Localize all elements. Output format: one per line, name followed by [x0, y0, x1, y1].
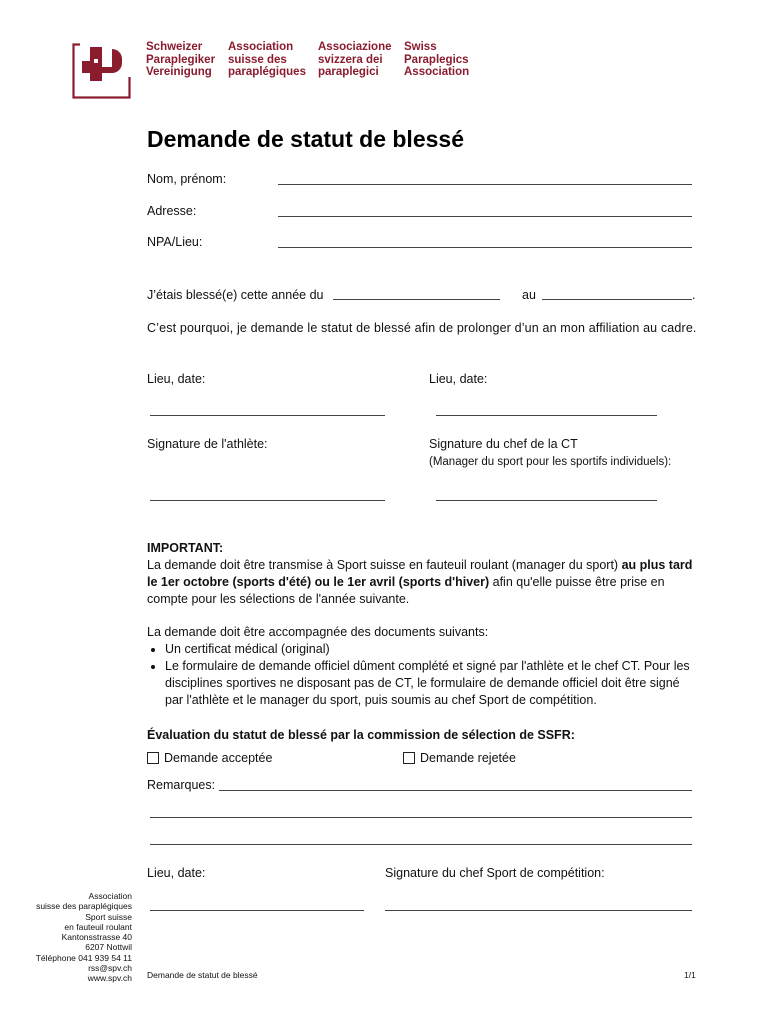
footer-page-number: 1/1 [684, 970, 696, 980]
list-item: • Un certificat médical (original) [165, 641, 700, 658]
npa-field[interactable] [278, 247, 692, 248]
name-label: Nom, prénom: [147, 172, 227, 186]
org-name-it: Associazione svizzera dei paraplegici [318, 41, 392, 78]
chef-ct-signature-field[interactable] [436, 500, 657, 501]
chef-ct-note: (Manager du sport pour les sportifs individuels): [429, 456, 672, 468]
injury-to-field[interactable] [542, 299, 692, 300]
important-text: La demande doit être transmise à Sport suisse en fauteuil roulant (manager du sport) au plus tard le 1er octobre (sports d'été) ou le 1er avril (sports d'hiver) afin qu'elle puisse être prise en compte pour les sélections de l'année suivante. [147, 558, 693, 606]
evaluation-heading: Évaluation du statut de blessé par la commission de sélection de SSFR: [147, 728, 575, 742]
footer-address: Association suisse des paraplégiques Sport suisse en fauteuil roulant Kantonsstrasse 40 6207 Nottwil Téléphone 041 939 54 11 rss@spv.ch www.spv.ch [35, 891, 132, 984]
lieu-date-left-field[interactable] [150, 415, 385, 416]
athlete-signature-field[interactable] [150, 500, 385, 501]
injury-from-field[interactable] [333, 299, 500, 300]
org-name-fr: Association suisse des paraplégiques [228, 41, 306, 78]
lieu-date-right-label: Lieu, date: [429, 372, 488, 386]
documents-section [147, 624, 700, 709]
remarks-field-line-3[interactable] [150, 844, 692, 845]
name-field[interactable] [278, 184, 692, 185]
important-section [147, 540, 700, 608]
address-field[interactable] [278, 216, 692, 217]
org-name-de: Schweizer Paraplegiker Vereinigung [146, 41, 216, 78]
org-name-en: Swiss Paraplegics Association [404, 41, 470, 78]
injury-sentence: J’étais blessé(e) cette année du [147, 288, 324, 302]
address-label: Adresse: [147, 204, 197, 218]
remarks-label: Remarques: [147, 778, 216, 792]
rejected-option[interactable] [403, 751, 516, 765]
accepted-option[interactable] [147, 751, 272, 765]
important-heading: IMPORTANT: [147, 541, 224, 555]
accepted-checkbox[interactable] [147, 752, 159, 764]
npa-label: NPA/Lieu: [147, 235, 203, 249]
rejected-label: Demande rejetée [420, 751, 516, 765]
lieu-date-right-field[interactable] [436, 415, 657, 416]
chef-ct-signature-label: Signature du chef de la CT [429, 437, 578, 451]
footer-doc-name: Demande de statut de blessé [147, 970, 258, 980]
injury-au-label: au [522, 288, 536, 302]
lieu-date-left-label: Lieu, date: [147, 372, 206, 386]
chef-sport-signature-label: Signature du chef Sport de compétition: [385, 866, 605, 880]
documents-intro: La demande doit être accompagnée des documents suivants: [147, 625, 489, 639]
spv-logo-icon [72, 43, 134, 99]
accepted-label: Demande acceptée [164, 751, 273, 765]
request-text: C’est pourquoi, je demande le statut de blessé afin de prolonger d’un an mon affiliation au cadre. [147, 321, 697, 335]
remarks-field-line-2[interactable] [150, 817, 692, 818]
remarks-field-line-1[interactable] [219, 790, 692, 791]
injury-period: . [692, 288, 696, 302]
chef-sport-signature-field[interactable] [385, 910, 692, 911]
eval-lieu-date-field[interactable] [150, 910, 364, 911]
documents-list [147, 641, 700, 709]
rejected-checkbox[interactable] [403, 752, 415, 764]
list-item: • Le formulaire de demande officiel dûment complété et signé par l'athlète et le chef CT. Pour les disciplines sportives ne disposant pas de CT, le formulaire de demande officiel doit être signé par l'athlète et le manager du sport, puis soumis au chef Sport de compétition. [165, 658, 700, 709]
eval-lieu-date-label: Lieu, date: [147, 866, 206, 880]
page-title: Demande de statut de blessé [147, 126, 464, 152]
athlete-signature-label: Signature de l'athlète: [147, 437, 268, 451]
